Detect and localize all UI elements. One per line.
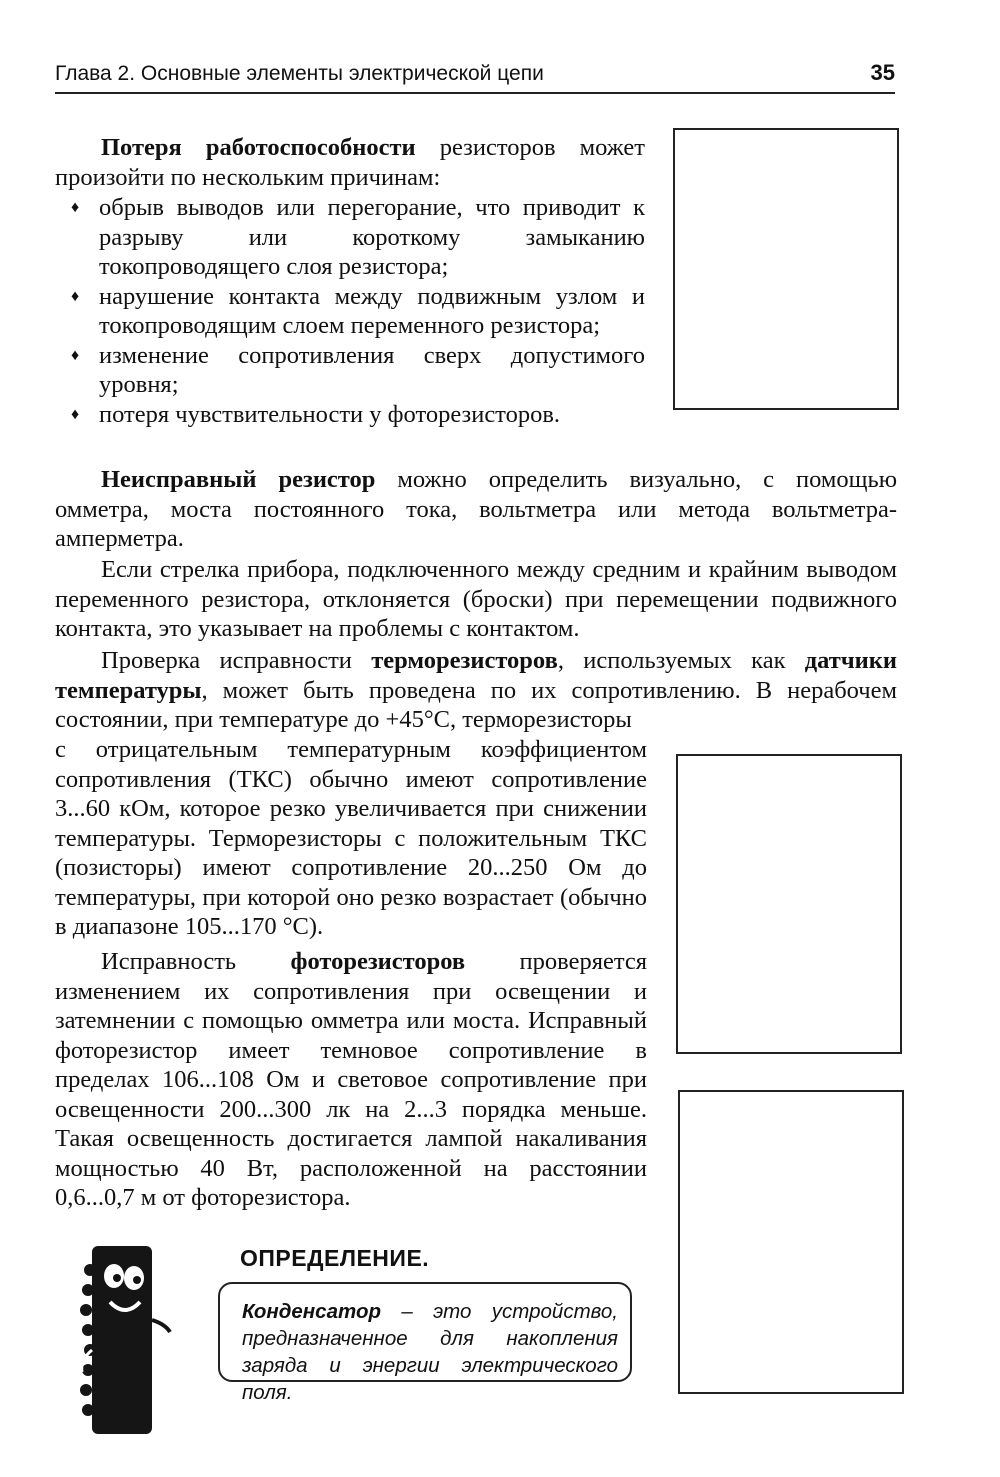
capacitor-mascot-icon xyxy=(70,1240,180,1440)
needle-paragraph xyxy=(55,555,897,644)
intro-text: резисторов может произойти по нескольким причинам: xyxy=(55,134,645,191)
photo-bold-1: фоторезисторов xyxy=(290,948,466,975)
definition-text: – это устройство, предназначенное для накопления заряда и энергии электрического поля. xyxy=(242,1300,618,1404)
list-item: ♦ обрыв выводов или перегорание, что приводит к разрыву или короткому замыканию токопроводящего слоя резистора; xyxy=(55,193,645,282)
causes-list xyxy=(55,193,645,429)
list-item: ♦ нарушение контакта между подвижным узлом и токопроводящим слоем переменного резистора; xyxy=(55,282,645,341)
chapter-title: Глава 2. Основные элементы электрической цепи xyxy=(55,62,544,85)
thermo-bold-1: терморезисторов xyxy=(371,647,558,674)
image-frame-2 xyxy=(676,754,902,1054)
intro-paragraph xyxy=(55,133,645,192)
thermo-paragraph xyxy=(55,646,897,735)
thermo-paragraph-continued xyxy=(55,735,647,942)
faulty-bold: Неисправный резистор xyxy=(101,466,376,493)
thermo-text-2: , используемых как xyxy=(557,647,805,674)
thermo-text-4: с отрицательным температурным коэффициентом сопротивления (ТКС) обычно имеют сопротивление 3...60 кОм, которое резко увеличивается при снижении температуры. Терморезисторы с положительным ТКС (позисторы) имеют сопротивление 20...250 Ом до температуры, при которой оно резко возрастает (обычно в диапазоне 105...170 °С). xyxy=(55,736,647,940)
thermo-text-1: Проверка исправности xyxy=(101,647,372,674)
faulty-paragraph xyxy=(55,465,897,554)
thermo-text-3: , может быть проведена по их сопротивлению. В нерабочем состоянии, при температуре до +45°С, терморезисторы xyxy=(55,676,897,733)
intro-bold: Потеря работоспособности xyxy=(101,134,416,161)
image-frame-1 xyxy=(673,128,899,410)
page-number: 35 xyxy=(870,60,895,85)
needle-text: Если стрелка прибора, подключенного между средним и крайним выводом переменного резистора, отклоняется (броски) при перемещении подвижного контакта, это указывает на проблемы с контактом. xyxy=(55,556,897,642)
running-header xyxy=(55,58,895,94)
list-item: ♦ потеря чувствительности у фоторезисторов. xyxy=(55,400,645,430)
photo-text-2: проверяется изменением их сопротивления при освещении и затемнении с помощью омметра или моста. Исправный фоторезистор имеет темновое сопротивление в пределах 106...108 Ом и световое сопротивление при освещенности 200...300 лк на 2...3 порядка меньше. Такая освещенность достигается лампой накаливания мощностью 40 Вт, расположенной на расстоянии 0,6...0,7 м от фоторезистора. xyxy=(55,948,647,1211)
definition-title: ОПРЕДЕЛЕНИЕ. xyxy=(240,1245,430,1271)
list-item: ♦ изменение сопротивления сверх допустимого уровня; xyxy=(55,341,645,400)
photo-text-1: Исправность xyxy=(101,948,291,975)
faulty-text: можно определить визуально, с помощью омметра, моста постоянного тока, вольтметра или метода вольтметра-амперметра. xyxy=(55,466,897,552)
photo-paragraph xyxy=(55,947,647,1213)
definition-box xyxy=(218,1282,632,1404)
image-frame-3 xyxy=(678,1090,904,1394)
thermo-bold-2: датчики температуры xyxy=(55,647,897,704)
definition-term: Конденсатор xyxy=(242,1300,381,1323)
